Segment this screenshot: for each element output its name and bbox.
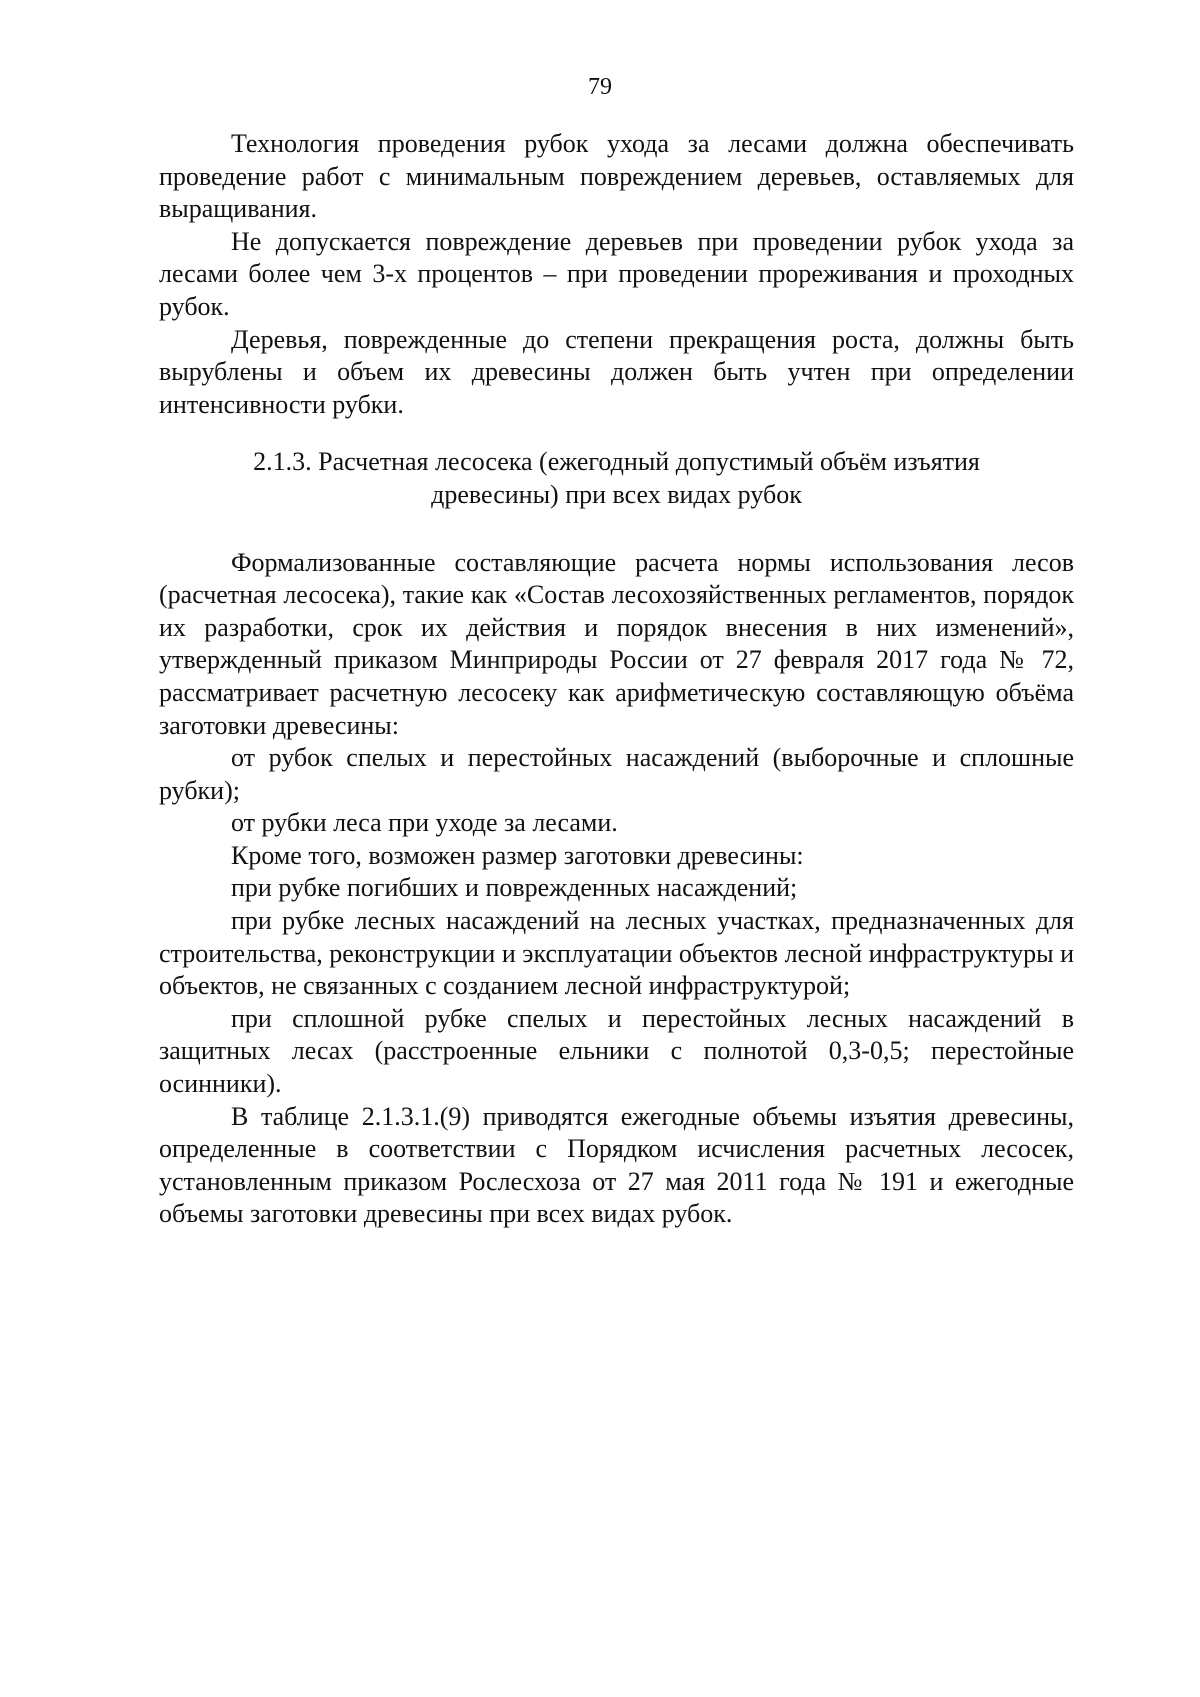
list-item-mature-stands: от рубок спелых и перестойных насаждений (выборочные и сплошные рубки); — [159, 743, 1074, 805]
paragraph-additional-harvest: Кроме того, возможен размер заготовки древесины: — [231, 840, 804, 870]
page-number: 79 — [588, 74, 612, 100]
section-heading — [159, 446, 1074, 511]
section-heading-line-2: древесины) при всех видах рубок — [431, 479, 802, 509]
page-content — [159, 128, 1074, 1231]
list-item-protective-forests: при сплошной рубке спелых и перестойных лесных насаждений в защитных лесах (расстроенные ельники с полнотой 0,3-0,5; перестойные осинники). — [159, 1003, 1074, 1099]
paragraph-formalized-components: Формализованные составляющие расчета нормы использования лесов (расчетная лесосека), такие как «Состав лесохозяйственных регламентов, порядок их разработки, срок их действия и порядок внесения в них изменений», утвержденный приказом Минприроды России от 27 февраля 2017 года № 72, рассматривает расчетную лесосеку как арифметическую составляющую объёма заготовки древесины: — [159, 547, 1074, 740]
paragraph-damage-technology: Технология проведения рубок ухода за лесами должна обеспечивать проведение работ с минимальным повреждением деревьев, оставляемых для выращивания. — [159, 129, 1074, 224]
list-item-care-felling: от рубки леса при уходе за лесами. — [231, 808, 618, 838]
paragraph-damage-limit: Не допускается повреждение деревьев при проведении рубок ухода за лесами более чем 3-х процентов – при проведении прореживания и проходных рубок. — [159, 226, 1074, 321]
paragraph-damaged-trees: Деревья, поврежденные до степени прекращения роста, должны быть вырублены и объем их древесины должен быть учтен при определении интенсивности рубки. — [159, 324, 1074, 419]
section-heading-line-1: 2.1.3. Расчетная лесосека (ежегодный допустимый объём изъятия — [253, 447, 980, 477]
list-item-infrastructure: при рубке лесных насаждений на лесных участках, предназначенных для строительства, реконструкции и эксплуатации объектов лесной инфраструктуры и объектов, не связанных с созданием лесной инфраструктурой; — [159, 906, 1074, 1001]
list-item-damaged-stands: при рубке погибших и поврежденных насаждений; — [231, 873, 798, 903]
paragraph-table-reference: В таблице 2.1.3.1.(9) приводятся ежегодные объемы изъятия древесины, определенные в соответствии с Порядком исчисления расчетных лесосек, установленным приказом Рослесхоза от 27 мая 2011 года № 191 и ежегодные объемы заготовки древесины при всех видах рубок. — [159, 1101, 1074, 1229]
